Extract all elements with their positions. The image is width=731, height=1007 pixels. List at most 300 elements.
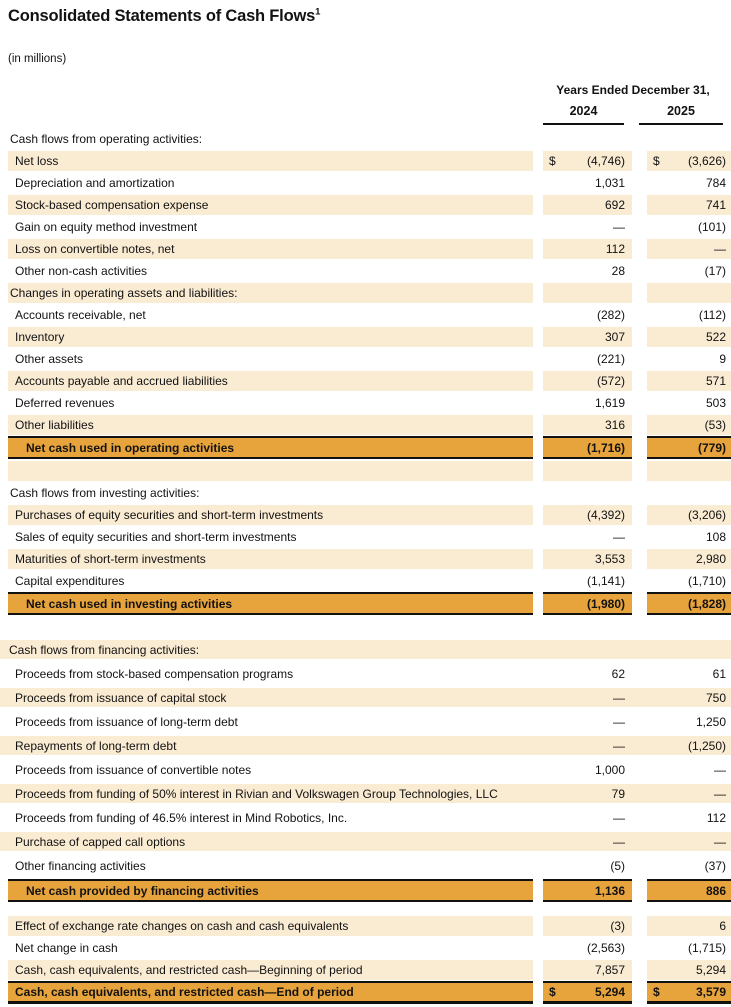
column-gap — [533, 549, 543, 569]
value-2025 — [647, 938, 731, 958]
value-2025 — [647, 571, 731, 591]
value-text: (2,563) — [586, 941, 625, 955]
statement-section — [0, 916, 731, 1004]
value-2025 — [647, 981, 731, 1004]
year-columns — [551, 104, 731, 125]
column-gap — [632, 415, 647, 435]
line-item-row — [0, 261, 731, 281]
row-label: Net cash used in investing activities — [8, 592, 533, 615]
value-2025 — [647, 349, 731, 369]
value-2025 — [647, 415, 731, 435]
value-text: 6 — [719, 919, 726, 933]
value-text: 3,579 — [695, 985, 726, 999]
value-text: 1,031 — [594, 176, 625, 190]
row-label: Cash, cash equivalents, and restricted cash—Beginning of period — [8, 960, 533, 980]
line-item-row — [0, 527, 731, 547]
row-label: Purchases of equity securities and short-term investments — [8, 505, 533, 525]
value-text: 5,294 — [695, 963, 726, 977]
statement-section — [0, 640, 731, 914]
spacer-row — [0, 461, 731, 481]
value-text: 1,000 — [594, 762, 625, 777]
column-gap — [632, 261, 647, 281]
line-item-row — [0, 808, 731, 827]
value-text: (1,828) — [687, 596, 726, 611]
value-2024 — [543, 195, 632, 215]
column-gap — [533, 371, 543, 391]
column-gap — [533, 808, 543, 827]
line-item-row — [0, 938, 731, 958]
row-label: Cash flows from financing activities: — [9, 642, 200, 657]
value-2024 — [543, 415, 632, 435]
value-text: (282) — [596, 308, 625, 322]
value-2024 — [543, 217, 632, 237]
column-gap — [632, 784, 647, 803]
column-gap — [632, 483, 647, 503]
value-text: — — [613, 738, 625, 753]
column-gap — [632, 712, 647, 731]
value-2024 — [543, 483, 632, 503]
value-text: 571 — [705, 374, 726, 388]
column-gap — [632, 305, 647, 325]
line-item-row — [0, 371, 731, 391]
line-item-row — [0, 217, 731, 237]
row-label: Other assets — [15, 352, 84, 366]
value-2024 — [543, 832, 632, 851]
value-text: (3,626) — [687, 154, 726, 168]
column-gap — [533, 173, 543, 193]
total-row — [0, 981, 731, 1004]
value-text: 307 — [604, 330, 625, 344]
column-gap — [533, 664, 543, 683]
section-header-row — [0, 640, 731, 659]
value-2025 — [647, 736, 731, 755]
value-text: 3,553 — [594, 552, 625, 566]
value-2025 — [647, 664, 731, 683]
value-2025 — [647, 261, 731, 281]
line-item-row — [0, 784, 731, 803]
row-label: Other financing activities — [15, 858, 146, 873]
value-2025 — [647, 393, 731, 413]
value-text: 9 — [719, 352, 726, 366]
line-item-row — [0, 549, 731, 569]
column-gap — [533, 327, 543, 347]
value-2025 — [647, 436, 731, 459]
column-gap — [533, 916, 543, 936]
page-title-text: Consolidated Statements of Cash Flows — [8, 7, 316, 25]
column-gap — [533, 592, 543, 615]
line-item-row — [0, 505, 731, 525]
row-label: Purchase of capped call options — [15, 834, 186, 849]
line-item-row — [0, 349, 731, 369]
column-gap — [632, 832, 647, 851]
row-label: Cash, cash equivalents, and restricted cash—End of period — [8, 981, 533, 1004]
value-text: (1,980) — [586, 596, 625, 611]
value-text: 1,619 — [594, 396, 625, 410]
value-2025 — [647, 371, 731, 391]
value-text: (101) — [697, 220, 726, 234]
column-gap — [533, 981, 543, 1004]
value-2024 — [543, 592, 632, 615]
dollar-sign: $ — [653, 154, 660, 168]
line-item-row — [0, 393, 731, 413]
column-gap — [533, 129, 543, 149]
value-2024 — [543, 688, 632, 707]
value-2025 — [647, 461, 731, 481]
row-label: Cash flows from investing activities: — [10, 486, 200, 500]
value-2024 — [543, 981, 632, 1004]
line-item-row — [0, 832, 731, 851]
row-label: Deferred revenues — [15, 396, 115, 410]
column-gap — [632, 916, 647, 936]
value-2025 — [647, 239, 731, 259]
value-2024 — [543, 349, 632, 369]
column-gap — [632, 239, 647, 259]
value-2025 — [647, 549, 731, 569]
value-2024 — [543, 305, 632, 325]
value-text: — — [613, 834, 625, 849]
value-text: — — [714, 762, 726, 777]
value-2025 — [647, 151, 731, 171]
line-item-row — [0, 712, 731, 731]
table-header — [0, 83, 731, 125]
value-2025 — [647, 856, 731, 875]
row-label: Net change in cash — [15, 941, 118, 955]
page-title — [8, 7, 731, 26]
value-text: 108 — [705, 530, 726, 544]
value-text: 7,857 — [594, 963, 625, 977]
year-column-2025: 2025 — [639, 104, 723, 125]
value-text: 784 — [705, 176, 726, 190]
row-label: Inventory — [8, 327, 533, 347]
value-2025 — [647, 760, 731, 779]
value-2025 — [647, 173, 731, 193]
period-header-title: Years Ended December 31, — [556, 83, 710, 97]
row-label: Depreciation and amortization — [15, 176, 175, 190]
value-2024 — [543, 393, 632, 413]
section-gap — [0, 902, 731, 914]
column-gap — [533, 640, 543, 659]
value-2025 — [647, 217, 731, 237]
row-label: Other liabilities — [8, 415, 533, 435]
column-gap — [533, 349, 543, 369]
line-item-row — [0, 327, 731, 347]
column-gap — [533, 283, 543, 303]
column-gap — [632, 760, 647, 779]
line-item-row — [0, 415, 731, 435]
value-2025 — [647, 784, 731, 803]
value-text: 112 — [706, 810, 726, 825]
row-label — [8, 461, 533, 481]
value-text: (4,392) — [586, 508, 625, 522]
row-label: Cash flows from operating activities: — [10, 132, 203, 146]
value-2025 — [647, 808, 731, 827]
value-text: 1,250 — [695, 714, 726, 729]
value-text: (1,250) — [687, 738, 726, 753]
value-2024 — [543, 664, 632, 683]
row-label: Proceeds from stock-based compensation programs — [15, 666, 294, 681]
column-gap — [632, 195, 647, 215]
value-text: — — [613, 810, 625, 825]
column-gap — [632, 436, 647, 459]
total-row — [0, 436, 731, 459]
statement-section — [0, 483, 731, 635]
value-2024 — [543, 938, 632, 958]
value-text: (3,206) — [687, 508, 726, 522]
row-label: Gain on equity method investment — [15, 220, 198, 234]
column-gap — [533, 436, 543, 459]
value-text: 750 — [705, 690, 726, 705]
value-text: — — [714, 834, 726, 849]
value-2024 — [543, 261, 632, 281]
column-gap — [632, 736, 647, 755]
column-gap — [632, 592, 647, 615]
value-2025 — [647, 640, 731, 659]
value-text: 741 — [705, 198, 726, 212]
value-2024 — [543, 856, 632, 875]
column-gap — [533, 527, 543, 547]
column-gap — [632, 960, 647, 980]
value-2024 — [543, 173, 632, 193]
value-2024 — [543, 784, 632, 803]
row-label: Proceeds from issuance of convertible notes — [15, 762, 252, 777]
row-label: Proceeds from funding of 46.5% interest in Mind Robotics, Inc. — [15, 810, 348, 825]
value-2025 — [647, 505, 731, 525]
value-text: (17) — [704, 264, 726, 278]
value-2025 — [647, 195, 731, 215]
value-2025 — [647, 712, 731, 731]
row-label: Accounts payable and accrued liabilities — [8, 371, 533, 391]
value-2025 — [647, 305, 731, 325]
value-text: 2,980 — [695, 552, 726, 566]
line-item-row — [0, 856, 731, 875]
column-gap — [632, 349, 647, 369]
column-gap — [632, 283, 647, 303]
line-item-row — [0, 760, 731, 779]
value-text: (572) — [596, 374, 625, 388]
column-gap — [632, 688, 647, 707]
value-2024 — [543, 808, 632, 827]
value-text: 79 — [611, 786, 625, 801]
column-gap — [533, 760, 543, 779]
value-text: — — [613, 714, 625, 729]
value-text: 316 — [604, 418, 625, 432]
column-gap — [533, 784, 543, 803]
line-item-row — [0, 664, 731, 683]
value-2024 — [543, 712, 632, 731]
statement-table — [0, 129, 731, 1004]
section-header-row — [0, 483, 731, 503]
row-label: Maturities of short-term investments — [8, 549, 533, 569]
value-text: 112 — [605, 242, 625, 256]
value-2024 — [543, 129, 632, 149]
value-text: 692 — [604, 198, 625, 212]
column-gap — [533, 261, 543, 281]
column-gap — [533, 239, 543, 259]
value-2024 — [543, 549, 632, 569]
column-gap — [533, 483, 543, 503]
column-gap — [632, 527, 647, 547]
value-2024 — [543, 327, 632, 347]
value-text: (5) — [610, 858, 625, 873]
value-2024 — [543, 960, 632, 980]
column-gap — [632, 938, 647, 958]
header-spacer — [0, 83, 551, 125]
statement-section — [0, 129, 731, 481]
column-gap — [632, 151, 647, 171]
value-2024 — [543, 879, 632, 902]
row-label: Stock-based compensation expense — [8, 195, 533, 215]
value-text: — — [613, 690, 625, 705]
column-gap — [533, 960, 543, 980]
value-text: (53) — [704, 418, 726, 432]
value-text: (221) — [596, 352, 625, 366]
value-2024 — [543, 461, 632, 481]
column-gap — [632, 217, 647, 237]
value-text: 61 — [712, 666, 726, 681]
line-item-row — [0, 173, 731, 193]
value-text: 5,294 — [594, 985, 625, 999]
row-label: Repayments of long-term debt — [15, 738, 177, 753]
column-gap — [533, 856, 543, 875]
column-gap — [632, 327, 647, 347]
value-text: — — [613, 220, 625, 234]
row-label: Proceeds from issuance of long-term debt — [15, 714, 238, 729]
column-gap — [632, 393, 647, 413]
section-header-row — [0, 129, 731, 149]
value-2025 — [647, 879, 731, 902]
dollar-sign: $ — [549, 985, 556, 999]
value-2024 — [543, 505, 632, 525]
value-2025 — [647, 527, 731, 547]
value-2024 — [543, 916, 632, 936]
column-gap — [533, 415, 543, 435]
value-text: 1,136 — [594, 883, 625, 898]
value-text: (1,141) — [586, 574, 625, 588]
column-gap — [533, 217, 543, 237]
column-gap — [632, 173, 647, 193]
line-item-row — [0, 688, 731, 707]
value-2025 — [647, 283, 731, 303]
value-2025 — [647, 960, 731, 980]
line-item-row — [0, 916, 731, 936]
value-text: — — [714, 786, 726, 801]
column-gap — [632, 640, 647, 659]
column-gap — [632, 129, 647, 149]
row-label: Proceeds from funding of 50% interest in Rivian and Volkswagen Group Technologies, LLC — [15, 786, 498, 801]
column-gap — [632, 549, 647, 569]
value-2024 — [543, 283, 632, 303]
total-row — [0, 592, 731, 615]
subheader-row — [0, 283, 731, 303]
column-gap — [632, 571, 647, 591]
row-label: Effect of exchange rate changes on cash and cash equivalents — [8, 916, 533, 936]
value-text: — — [613, 530, 625, 544]
column-gap — [533, 505, 543, 525]
column-gap — [533, 688, 543, 707]
value-2024 — [543, 571, 632, 591]
line-item-row — [0, 571, 731, 591]
line-item-row — [0, 195, 731, 215]
value-text: (1,710) — [687, 574, 726, 588]
cash-flow-statement-page — [0, 7, 731, 1004]
year-column-gap — [624, 104, 639, 125]
row-label: Sales of equity securities and short-term investments — [15, 530, 297, 544]
dollar-sign: $ — [549, 154, 556, 168]
row-label: Net cash provided by financing activities — [8, 879, 533, 902]
value-text: — — [714, 242, 726, 256]
row-label: Proceeds from issuance of capital stock — [15, 690, 227, 705]
value-2024 — [543, 640, 632, 659]
column-gap — [533, 571, 543, 591]
value-2024 — [543, 760, 632, 779]
section-gap — [0, 615, 731, 635]
value-text: (779) — [697, 440, 726, 455]
row-label: Accounts receivable, net — [15, 308, 146, 322]
line-item-row — [0, 151, 731, 171]
column-gap — [533, 195, 543, 215]
row-label: Capital expenditures — [15, 574, 125, 588]
value-2024 — [543, 736, 632, 755]
line-item-row — [0, 239, 731, 259]
column-gap — [533, 151, 543, 171]
value-text: (112) — [698, 308, 726, 322]
value-2025 — [647, 688, 731, 707]
row-label: Changes in operating assets and liabilities: — [8, 283, 533, 303]
column-gap — [533, 938, 543, 958]
row-label: Loss on convertible notes, net — [8, 239, 533, 259]
value-text: (4,746) — [586, 154, 625, 168]
column-gap — [632, 371, 647, 391]
value-2025 — [647, 592, 731, 615]
value-2025 — [647, 832, 731, 851]
line-item-row — [0, 736, 731, 755]
column-gap — [632, 856, 647, 875]
value-text: (3) — [610, 919, 625, 933]
column-gap — [533, 879, 543, 902]
column-gap — [632, 808, 647, 827]
value-text: 522 — [705, 330, 726, 344]
column-gap — [632, 461, 647, 481]
row-label: Other non-cash activities — [15, 264, 148, 278]
dollar-sign: $ — [653, 985, 660, 999]
value-text: (1,715) — [687, 941, 726, 955]
value-text: (1,716) — [586, 440, 625, 455]
value-2025 — [647, 916, 731, 936]
value-text: 886 — [705, 883, 726, 898]
line-item-row — [0, 305, 731, 325]
units-note: (in millions) — [8, 53, 67, 65]
column-gap — [533, 461, 543, 481]
footnote-marker: 1 — [315, 6, 321, 18]
value-2024 — [543, 151, 632, 171]
value-text: 503 — [705, 396, 726, 410]
period-header — [551, 83, 731, 125]
row-label: Net cash used in operating activities — [8, 436, 533, 459]
value-text: (37) — [704, 858, 726, 873]
value-2025 — [647, 327, 731, 347]
value-2024 — [543, 527, 632, 547]
total-row — [0, 879, 731, 902]
column-gap — [632, 981, 647, 1004]
value-2024 — [543, 436, 632, 459]
column-gap — [632, 505, 647, 525]
column-gap — [533, 393, 543, 413]
column-gap — [533, 736, 543, 755]
column-gap — [533, 832, 543, 851]
column-gap — [533, 305, 543, 325]
value-2025 — [647, 129, 731, 149]
value-2024 — [543, 371, 632, 391]
